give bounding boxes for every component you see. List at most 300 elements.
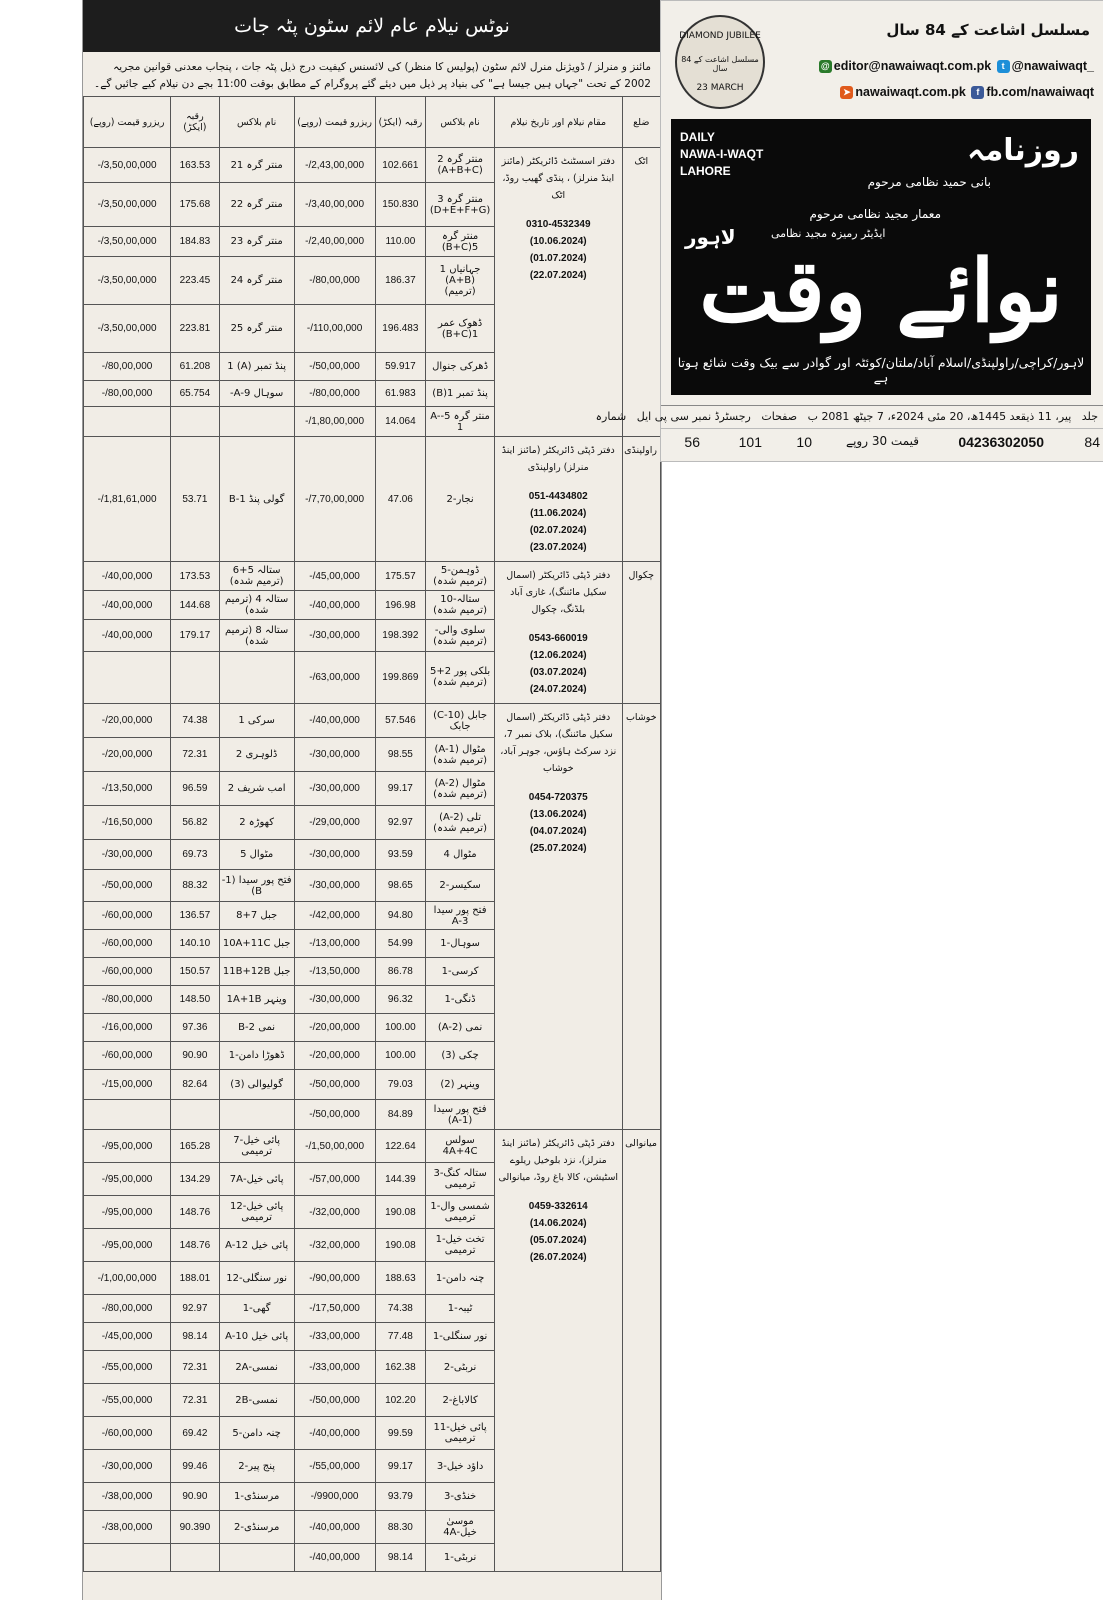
roznama-text: روزنامہ [967,133,1079,168]
name-cell: پائی خیل-11 ترمیمی [426,1417,495,1450]
contact-line-1 [817,59,1094,73]
area-cell [171,407,220,437]
area-cell: 47.06 [375,437,426,562]
area-cell: 175.57 [375,562,426,591]
header-district: ضلع [622,97,660,148]
name-cell: بلکی پور 2+5 (ترمیم شدہ) [426,651,495,703]
area-cell: 57.546 [375,704,426,738]
name-cell: نور سنگلی-12 [219,1262,294,1295]
name-cell: نجار-2 [426,437,495,562]
area-cell: 82.64 [171,1070,220,1100]
english-title-line-1: DAILY [680,130,715,144]
masthead-top [661,1,1103,113]
name-cell: منتر گرہ 25 [219,305,294,353]
date-text: پیر، 11 ذیقعد 1445ھ، 20 مئی 2024ء، 7 جیٹھ 2081 ب [807,410,1072,423]
name-cell: پائی خیل-12 ترمیمی [219,1196,294,1229]
name-cell: کرسی-1 [426,958,495,986]
name-cell: گولی پنڈ 1-B [219,437,294,562]
name-cell: پنڈ تمبر 1(B) [426,381,495,407]
price-cell: 60,00,000/- [84,958,171,986]
pages-value: 10 [796,434,812,450]
area-cell: 179.17 [171,620,220,651]
name-cell: پائی خیل A-12 [219,1229,294,1262]
name-cell: سوہال 9-A- [219,381,294,407]
name-cell: منتر گرہ 22 [219,183,294,227]
name-cell: مرسنڈی-1 [219,1483,294,1511]
area-cell: 188.63 [375,1262,426,1295]
area-cell: 175.68 [171,183,220,227]
price-cell: 3,50,00,000/- [84,183,171,227]
name-cell: وینہر 1A+1B [219,986,294,1014]
name-cell: مٹوال (A-1) (ترمیم شدہ) [426,738,495,772]
name-cell: فتح پور سیدا (1-B) [219,870,294,902]
name-cell: چنہ دامن-1 [426,1262,495,1295]
name-cell: امب شریف 2 [219,772,294,806]
name-cell: ڈوہمن-5 (ترمیم شدہ) [426,562,495,591]
name-cell: نمسی-2A [219,1351,294,1384]
price-cell: 1,00,00,000/- [84,1262,171,1295]
area-cell: 93.79 [375,1483,426,1511]
price-cell: 80,00,000/- [84,353,171,381]
area-cell: 74.38 [375,1295,426,1323]
facebook-icon: f [971,86,984,99]
name-cell: سلوی والی-(ترمیم شدہ) [426,620,495,651]
price-cell [84,1100,171,1130]
area-cell: 173.53 [171,562,220,591]
area-cell: 186.37 [375,257,426,305]
auction-date: (25.07.2024) [529,843,587,854]
office-phone: 051-4434802 [528,491,588,502]
name-cell: مٹوال 5 [219,840,294,870]
area-cell: 162.38 [375,1351,426,1384]
issue-values [661,429,1103,457]
price-cell: 3,50,00,000/- [84,227,171,257]
area-cell: 184.83 [171,227,220,257]
price-cell: 40,00,000/- [84,620,171,651]
auction-date: (22.07.2024) [529,270,587,281]
price-cell: 3,50,00,000/- [84,148,171,183]
name-cell: مرسنڈی-2 [219,1511,294,1544]
name-cell: منتر گرہ 24 [219,257,294,305]
area-cell: 99.46 [171,1450,220,1483]
price-cell: 50,00,000/- [294,1070,375,1100]
area-cell: 134.29 [171,1163,220,1196]
area-cell: 198.392 [375,620,426,651]
founder-text: بانی حمید نظامی مرحوم [867,175,991,189]
area-cell [171,1544,220,1572]
name-cell: سرکی 1 [219,704,294,738]
name-cell: چنہ دامن-5 [219,1417,294,1450]
name-cell: وینہر (2) [426,1070,495,1100]
price-cell: 80,00,000/- [84,1295,171,1323]
price-cell: 40,00,000/- [84,591,171,620]
price-cell: 50,00,000/- [294,1384,375,1417]
price-cell: 42,00,000/- [294,902,375,930]
name-cell: ستالہ کنگ-3 ترمیمی [426,1163,495,1196]
price-cell: 32,00,000/- [294,1229,375,1262]
price-cell: 20,00,000/- [84,704,171,738]
name-cell: فتح پور سیدا A-3 [426,902,495,930]
area-cell: 98.55 [375,738,426,772]
auction-date: (13.06.2024) [529,809,587,820]
price-cell: 2,43,00,000/- [294,148,375,183]
name-cell: سکیسر-2 [426,870,495,902]
price-cell: 38,00,000/- [84,1483,171,1511]
auction-date: (12.06.2024) [529,650,587,661]
auction-table [83,96,661,1572]
district-cell: راولپنڈی [622,437,660,562]
emblem-date-text: 23 MARCH [696,83,744,93]
area-cell: 144.68 [171,591,220,620]
area-cell: 56.82 [171,806,220,840]
price-cell: 40,00,000/- [294,1511,375,1544]
price-cell: 7,70,00,000/- [294,437,375,562]
header-price-1: ریزرو قیمت (روپے) [294,97,375,148]
name-cell: ڈھرکی جنوال [426,353,495,381]
price-cell: 60,00,000/- [84,1042,171,1070]
price-cell [84,651,171,703]
price-cell: 50,00,000/- [294,353,375,381]
area-cell: 148.76 [171,1196,220,1229]
venue-cell [495,704,623,1130]
price-cell: 40,00,000/- [294,704,375,738]
venue-cell [495,437,623,562]
name-cell [219,1100,294,1130]
venue-cell [495,1130,623,1572]
area-cell: 86.78 [375,958,426,986]
english-title [680,129,763,180]
office-address: دفتر ڈپٹی ڈائریکٹر (مائنز اینڈ منرلز)، نزد بلوخیل ریلوے اسٹیشن، کالا باغ روڈ، میانوالی [498,1138,619,1183]
area-cell: 136.57 [171,902,220,930]
name-cell: کھوڑہ 2 [219,806,294,840]
name-cell: ڈھوڑا دامن-1 [219,1042,294,1070]
office-address: دفتر ڈپٹی ڈائریکٹر (مائنز اینڈ منرلز) راولپنڈی [501,445,615,473]
office-phone: 0543-660019 [528,633,588,644]
name-cell: کالاباغ-2 [426,1384,495,1417]
area-cell: 196.483 [375,305,426,353]
price-cell: 30,00,000/- [294,986,375,1014]
area-cell: 92.97 [171,1295,220,1323]
reg-label: رجسٹرڈ نمبر سی پی ایل [636,410,751,423]
area-cell: 148.50 [171,986,220,1014]
area-cell: 190.08 [375,1229,426,1262]
name-cell: چکی (3) [426,1042,495,1070]
price-cell: 80,00,000/- [84,381,171,407]
price-value: قیمت 30 روپے [846,434,919,448]
english-title-line-2: NAWA-I-WAQT [680,147,764,161]
price-cell: 29,00,000/- [294,806,375,840]
area-cell: 163.53 [171,148,220,183]
price-cell: 16,50,000/- [84,806,171,840]
issue-label: شمارہ [595,410,627,423]
area-cell: 165.28 [171,1130,220,1163]
area-cell: 98.65 [375,870,426,902]
price-cell: 63,00,000/- [294,651,375,703]
name-cell: منتر گرہ 21 [219,148,294,183]
name-cell: ڈھوک عمر 1(B+C) [426,305,495,353]
venue-cell [495,562,623,704]
name-cell: تخت خیل-1 ترمیمی [426,1229,495,1262]
price-cell: 33,00,000/- [294,1351,375,1384]
name-cell: فتح پور سیدا (A-1) [426,1100,495,1130]
email-text: editor@nawaiwaqt.com.pk [833,59,992,73]
twitter-text: @nawaiwaqt_ [1011,59,1094,73]
area-cell: 199.869 [375,651,426,703]
area-cell: 98.14 [375,1544,426,1572]
header-venue: مقام نیلام اور تاریخ نیلام [495,97,623,148]
price-cell: 80,00,000/- [294,381,375,407]
area-cell: 59.917 [375,353,426,381]
area-cell: 79.03 [375,1070,426,1100]
area-cell: 61.208 [171,353,220,381]
volume-value: 84 [1084,434,1100,450]
name-cell: نربٹی-2 [426,1351,495,1384]
price-cell: 32,00,000/- [294,1196,375,1229]
price-cell: 30,00,000/- [294,840,375,870]
office-phone: 0459-332614 [528,1201,588,1212]
price-cell: 30,00,000/- [294,620,375,651]
name-cell [219,1544,294,1572]
price-cell: 1,50,00,000/- [294,1130,375,1163]
price-cell: 30,00,000/- [294,772,375,806]
area-cell [171,1100,220,1130]
price-cell: 55,00,000/- [84,1384,171,1417]
price-cell: 15,00,000/- [84,1070,171,1100]
price-cell: 45,00,000/- [84,1323,171,1351]
twitter-icon: t [997,60,1010,73]
area-cell: 77.48 [375,1323,426,1351]
venue-cell [495,148,623,437]
name-cell: جبل 7+8 [219,902,294,930]
area-cell: 188.01 [171,1262,220,1295]
name-cell: ستالہ 5+6 (ترمیم شدہ) [219,562,294,591]
price-cell: 80,00,000/- [84,986,171,1014]
price-cell: 95,00,000/- [84,1196,171,1229]
cities-line: لاہور/کراچی/راولپنڈی/اسلام آباد/ملتان/کوئٹہ اور گوادر سے بیک وقت شائع ہوتا ہے [677,355,1085,385]
name-cell: مٹوال (A-2) (ترمیم شدہ) [426,772,495,806]
price-cell: 16,00,000/- [84,1014,171,1042]
area-cell: 88.32 [171,870,220,902]
editor-text: ایڈیٹر رمیزہ مجید نظامی [771,227,886,240]
office-phone: 0454-720375 [528,792,588,803]
area-cell: 69.73 [171,840,220,870]
area-cell: 94.80 [375,902,426,930]
price-cell: 80,00,000/- [294,257,375,305]
area-cell: 74.38 [171,704,220,738]
auction-table-body [84,148,661,1572]
name-cell: پائی خیل A-10 [219,1323,294,1351]
phone-value: 04236302050 [958,434,1044,450]
price-cell: 30,00,000/- [294,738,375,772]
name-cell: پنج پیر-2 [219,1450,294,1483]
name-cell: ستالہ 4 (ترمیم شدہ) [219,591,294,620]
area-cell: 99.17 [375,1450,426,1483]
masthead-logo-block [671,119,1091,395]
district-cell: چکوال [622,562,660,704]
name-cell: پائی خیل-7 ترمیمی [219,1130,294,1163]
name-cell: ستالہ-10 (ترمیم شدہ) [426,591,495,620]
office-phone: 0310-4532349 [526,219,591,230]
price-cell: 20,00,000/- [84,738,171,772]
table-row [84,437,661,562]
area-cell: 90.90 [171,1042,220,1070]
price-cell: 30,00,000/- [84,840,171,870]
price-cell: 3,50,00,000/- [84,257,171,305]
price-cell: 38,00,000/- [84,1511,171,1544]
name-cell: جبل 11B+12B [219,958,294,986]
auction-date: (24.07.2024) [529,684,587,695]
area-cell: 14.064 [375,407,426,437]
area-cell: 61.983 [375,381,426,407]
pages-label: صفحات [761,410,798,423]
publication-years-heading: مسلسل اشاعت کے 84 سال [886,21,1090,39]
header-area-2: رقبہ (ایکڑ) [171,97,220,148]
area-cell: 96.59 [171,772,220,806]
price-cell: 50,00,000/- [294,1100,375,1130]
area-cell: 100.00 [375,1042,426,1070]
area-cell: 150.57 [171,958,220,986]
price-cell: 57,00,000/- [294,1163,375,1196]
area-cell: 96.32 [375,986,426,1014]
area-cell: 53.71 [171,437,220,562]
area-cell: 140.10 [171,930,220,958]
district-cell: خوشاب [622,704,660,1130]
price-cell: 13,50,000/- [294,958,375,986]
name-cell: نمی B-2 [219,1014,294,1042]
newspaper-name: نوائے وقت [699,241,1063,342]
price-cell [84,1544,171,1572]
name-cell: گولیوالی (3) [219,1070,294,1100]
name-cell: ڈنگی-1 [426,986,495,1014]
area-cell: 223.45 [171,257,220,305]
price-cell: 55,00,000/- [294,1450,375,1483]
emblem-top-text: DIAMOND JUBILEE [679,31,761,41]
area-cell: 72.31 [171,1351,220,1384]
auction-date: (11.06.2024) [530,508,587,519]
area-cell: 72.31 [171,1384,220,1417]
table-row [84,148,661,183]
price-cell: 95,00,000/- [84,1130,171,1163]
area-cell: 148.76 [171,1229,220,1262]
area-cell: 88.30 [375,1511,426,1544]
name-cell: نربٹی-1 [426,1544,495,1572]
name-cell [219,407,294,437]
table-row [84,1130,661,1163]
price-cell: 17,50,000/- [294,1295,375,1323]
price-cell: 30,00,000/- [84,1450,171,1483]
area-cell: 65.754 [171,381,220,407]
area-cell: 90.90 [171,1483,220,1511]
auction-date: (05.07.2024) [529,1235,587,1246]
header-name-1: نام بلاکس [426,97,495,148]
area-cell: 72.31 [171,738,220,772]
name-cell: نور سنگلی-1 [426,1323,495,1351]
area-cell: 102.661 [375,148,426,183]
auction-date: (23.07.2024) [529,542,587,553]
contact-line-2 [838,85,1094,99]
table-row [84,562,661,591]
auction-date: (14.06.2024) [529,1218,587,1229]
area-cell: 98.14 [171,1323,220,1351]
notice-title: نوٹس نیلام عام لائم سٹون پٹہ جات [83,0,661,52]
price-cell: 20,00,000/- [294,1042,375,1070]
price-cell: 3,50,00,000/- [84,305,171,353]
area-cell: 223.81 [171,305,220,353]
area-cell: 84.89 [375,1100,426,1130]
name-cell: موسیٰ خیل-4A [426,1511,495,1544]
price-cell: 60,00,000/- [84,902,171,930]
price-cell: 60,00,000/- [84,930,171,958]
price-cell: 50,00,000/- [84,870,171,902]
name-cell: جہانیاں 1 (A+B) (ترمیم) [426,257,495,305]
name-cell: منتر گرہ 5(B+C) [426,227,495,257]
reg-value: 101 [738,434,762,450]
area-cell: 69.42 [171,1417,220,1450]
name-cell: مٹوال 4 [426,840,495,870]
name-cell: منتر گرہ 2 (A+B+C) [426,148,495,183]
price-cell: 40,00,000/- [294,591,375,620]
area-cell: 196.98 [375,591,426,620]
price-cell: 95,00,000/- [84,1163,171,1196]
office-address: دفتر ڈپٹی ڈائریکٹر (اسمال سکیل مائننگ)، بلاک نمبر 7، نزد سرکٹ ہاؤس، جوہر آباد، خوشاب [500,712,617,774]
area-cell: 122.64 [375,1130,426,1163]
name-cell: ستالہ 8 (ترمیم شدہ) [219,620,294,651]
area-cell: 99.17 [375,772,426,806]
auction-date: (04.07.2024) [529,826,587,837]
facebook-text: fb.com/nawaiwaqt [986,85,1094,99]
name-cell: سوہال-1 [426,930,495,958]
english-title-line-3: LAHORE [680,164,731,178]
price-cell: 95,00,000/- [84,1229,171,1262]
auction-date: (03.07.2024) [529,667,587,678]
area-cell: 150.830 [375,183,426,227]
auction-notice-clipping [82,0,662,1600]
name-cell: پنڈ تمبر (A) 1 [219,353,294,381]
area-cell: 190.08 [375,1196,426,1229]
price-cell: 40,00,000/- [294,1417,375,1450]
name-cell: جابل (10-C) جابک [426,704,495,738]
table-row [84,704,661,738]
auction-date: (01.07.2024) [529,253,587,264]
name-cell: جبل 10A+11C [219,930,294,958]
price-cell: 40,00,000/- [84,562,171,591]
notice-intro: مائنز و منرلز / ڈویژنل منرل لائم سٹون (پولیس کا منظر) کی لائسنس کیفیت درج ذیل پٹہ جات ، پنجاب معدنی قوانین مجریہ 2002 کے تحت "جہاں ہیں جیسا ہے" کی بنیاد پر ذیل میں دیئے گئے پروگرام کے مطابق بوقت 11:00 بجے دن نیلام کیے جائیں گے۔ [94,61,651,90]
district-cell: میانوالی [622,1130,660,1572]
name-cell: گھی-1 [219,1295,294,1323]
price-cell: 3,40,00,000/- [294,183,375,227]
price-cell: 40,00,000/- [294,1544,375,1572]
name-cell: نمی (A-2) [426,1014,495,1042]
price-cell: 1,80,00,000/- [294,407,375,437]
area-cell: 144.39 [375,1163,426,1196]
header-area-1: رقبہ (ایکڑ) [375,97,426,148]
header-name-2: نام بلاکس [219,97,294,148]
price-cell: 30,00,000/- [294,870,375,902]
name-cell: پائی خیل-7A [219,1163,294,1196]
city-text: لاہور [685,225,736,249]
price-cell: 45,00,000/- [294,562,375,591]
name-cell: سولس 4A+4C [426,1130,495,1163]
area-cell: 92.97 [375,806,426,840]
name-cell [219,651,294,703]
name-cell: ٹیبہ-1 [426,1295,495,1323]
name-cell: تلی (A-2) (ترمیم شدہ) [426,806,495,840]
volume-label: جلد [1081,410,1098,423]
area-cell: 110.00 [375,227,426,257]
name-cell: منتر گرہ 5-A-1 [426,407,495,437]
price-cell: 1,81,61,000/- [84,437,171,562]
name-cell: ڈلوہری 2 [219,738,294,772]
